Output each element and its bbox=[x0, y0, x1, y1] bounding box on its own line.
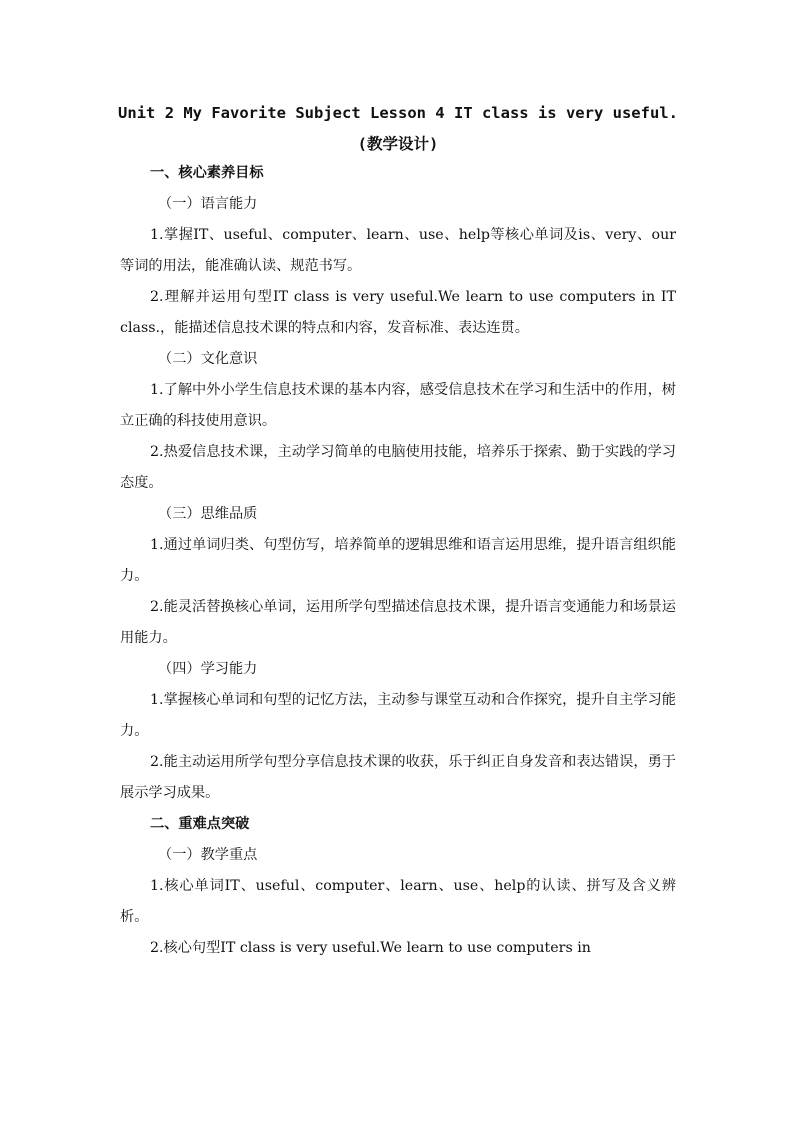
subsection-heading: （三）思维品质 bbox=[158, 506, 258, 522]
document-title: Unit 2 My Favorite Subject Lesson 4 IT class is very useful. (教学设计) bbox=[118, 104, 678, 153]
paragraph: 1.核心单词IT、useful、computer、learn、use、help的认读、拼写及含义辨析。 bbox=[120, 878, 676, 925]
section-heading: 二、重难点突破 bbox=[150, 816, 250, 832]
paragraph: 2.核心句型IT class is very useful.We learn to use computers in bbox=[150, 940, 591, 956]
paragraph: 1.掌握核心单词和句型的记忆方法，主动参与课堂互动和合作探究，提升自主学习能力。 bbox=[120, 692, 676, 739]
paragraph: 1.掌握IT、useful、computer、learn、use、help等核心单词及is、very、our等词的用法，能准确认读、规范书写。 bbox=[120, 227, 676, 274]
paragraph: 1.通过单词归类、句型仿写，培养简单的逻辑思维和语言运用思维，提升语言组织能力。 bbox=[120, 537, 676, 584]
paragraph: 2.理解并运用句型IT class is very useful.We learn to use computers in IT class.，能描述信息技术课的特点和内容，发音标准、表达连贯。 bbox=[120, 289, 676, 336]
subsection-heading: （四）学习能力 bbox=[158, 661, 258, 677]
subsection-heading: （一）教学重点 bbox=[158, 847, 258, 863]
paragraph: 2.能主动运用所学句型分享信息技术课的收获，乐于纠正自身发音和表达错误，勇于展示学习成果。 bbox=[120, 754, 676, 801]
paragraph: 1.了解中外小学生信息技术课的基本内容，感受信息技术在学习和生活中的作用，树立正确的科技使用意识。 bbox=[120, 382, 676, 429]
paragraph: 2.能灵活替换核心单词，运用所学句型描述信息技术课，提升语言变通能力和场景运用能力。 bbox=[120, 599, 676, 646]
document-body bbox=[120, 158, 676, 964]
subsection-heading: （一）语言能力 bbox=[158, 196, 258, 212]
subsection-heading: （二）文化意识 bbox=[158, 351, 258, 367]
paragraph: 2.热爱信息技术课，主动学习简单的电脑使用技能，培养乐于探索、勤于实践的学习态度。 bbox=[120, 444, 676, 491]
section-heading: 一、核心素养目标 bbox=[150, 165, 264, 181]
